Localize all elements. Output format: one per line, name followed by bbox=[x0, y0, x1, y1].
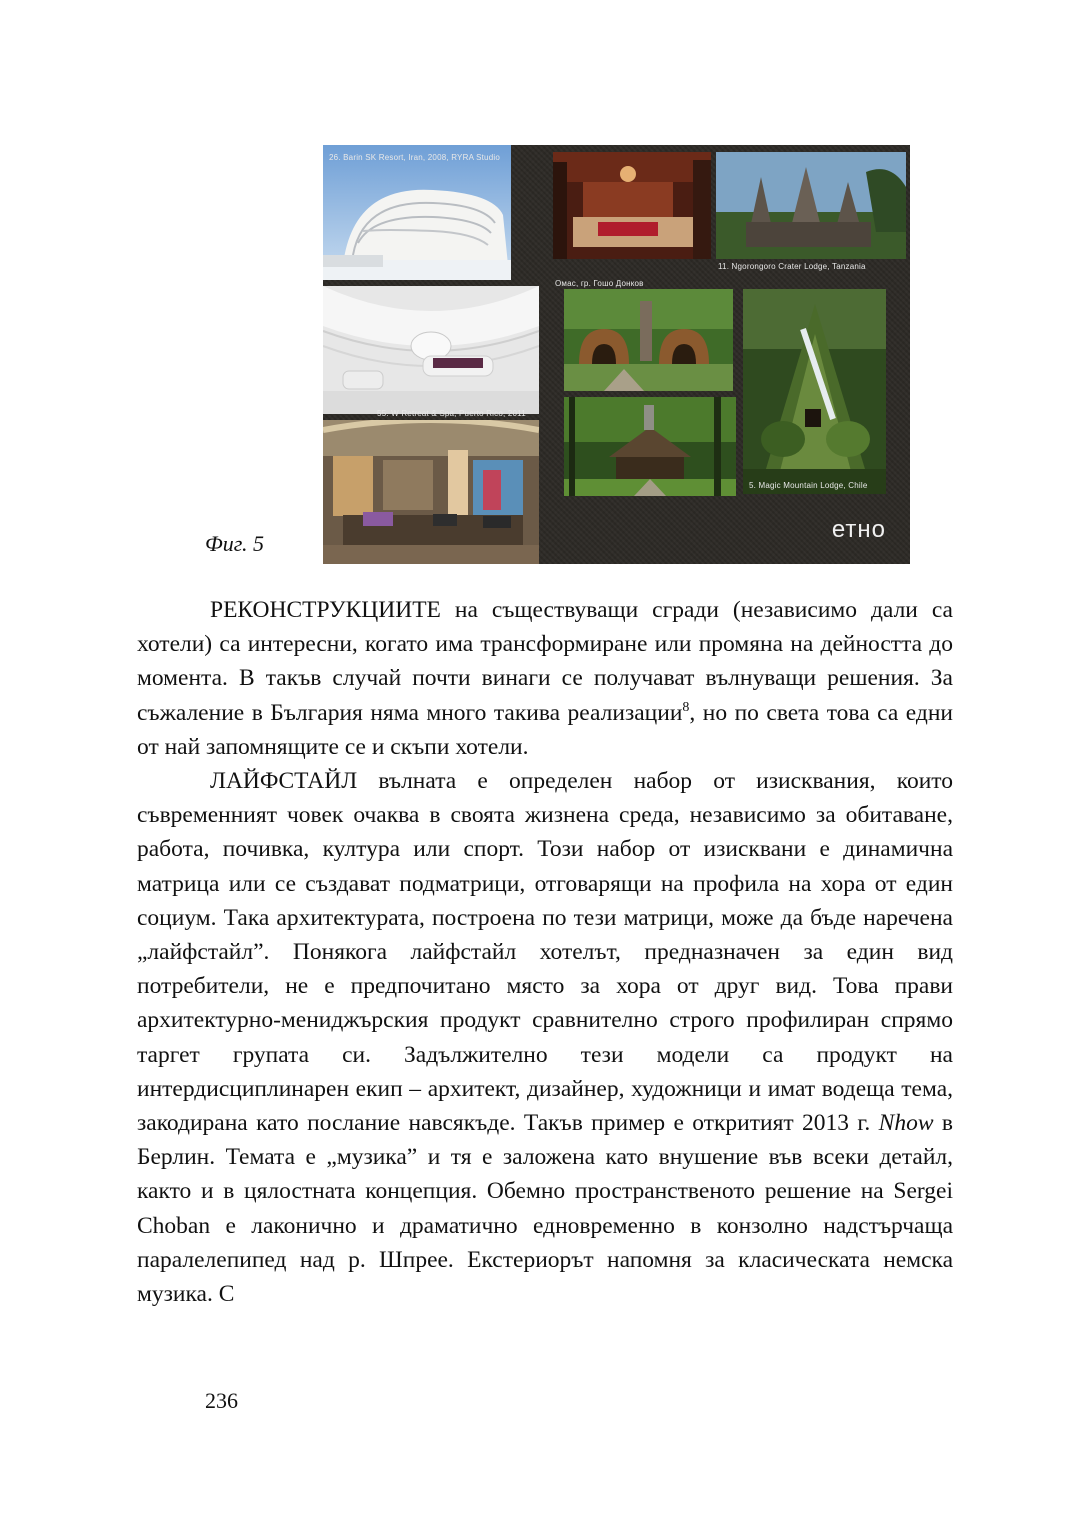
paragraph-reconstructions: РЕКОНСТРУКЦИИТЕ на съществуващи сгради (независимо дали са хотели) са интересни, когато има трансформиране или промяна на дейността до момента. В такъв случай почти винаги се получават вълнуващи решения. За съжаление в България няма много такива реализации$^8$, но по света това са едни от най запомнящите се и скъпи хотели. bbox=[137, 597, 953, 760]
body-text bbox=[137, 593, 953, 1311]
photo-ngorongoro-exterior bbox=[716, 152, 906, 259]
page-number: 236 bbox=[205, 1388, 238, 1413]
photo-ngorongoro-interior bbox=[553, 152, 711, 259]
photo-magic-mountain bbox=[743, 289, 886, 494]
label-ngorongoro: 11. Ngorongoro Crater Lodge, Tanzania bbox=[718, 262, 866, 271]
footnote-ref: 8 bbox=[682, 699, 690, 715]
label-w-retreat: 55. W Retreat & Spa, Puerto Rico, 2011 bbox=[377, 409, 526, 418]
hotel-name: Nhow bbox=[878, 1110, 934, 1137]
photo-lobby bbox=[323, 420, 539, 564]
label-barin: 26. Barin SK Resort, Iran, 2008, RYRA Studio bbox=[329, 153, 500, 162]
photo-barin-resort bbox=[323, 145, 511, 280]
photo-w-retreat-interior bbox=[323, 286, 539, 414]
figure-brand: етно bbox=[831, 516, 886, 543]
figure-collage bbox=[323, 145, 910, 564]
paragraph-lifestyle: ЛАЙФСТАЙЛ вълната е определен набор от изисквания, които съвременният човек очаква в своята жизнена среда, независимо за обитаване, работа, почивка, култура или спорт. Този набор от изисквани е динамична матрица или се създават подматрици, отговарящи на профила на хора от един социум. Така архитектурата, построена по тези матрици, може да бъде наречена „лайфстайл”. Понякога лайфстайл хотелът, предназначен за един вид потребители, не е предпочитано място за хора от друг вид. Това прави архитектурно-мениджърския продукт сравнително строго профилиран спрямо таргет групата си. Задължително тези модели са продукт на интердисциплинарен екип – архитект, дизайнер, художници и имат водеща тема, закодирана като послание навсякъде. Такъв пример е откритият 2013 г. Nhow в Берлин. Темата е „музика” и тя е заложена като внушение във всеки детайл, както и в цялостната концепция. Обемно пространственото решение на Sergei Choban е лаконично и драматично едновременно в конзолно надстърчаща паралелепипед над р. Шпрее. Екстериорът напомня за класическата немска музика. С bbox=[137, 768, 953, 1308]
figure-caption: Фиг. 5 bbox=[205, 531, 264, 556]
photo-forest-cabin bbox=[564, 397, 736, 496]
label-magic-mountain: 5. Magic Mountain Lodge, Chile bbox=[749, 481, 868, 490]
label-omas: Омас, гр. Гошо Донков bbox=[555, 279, 644, 288]
photo-omas-cottages bbox=[564, 289, 733, 391]
